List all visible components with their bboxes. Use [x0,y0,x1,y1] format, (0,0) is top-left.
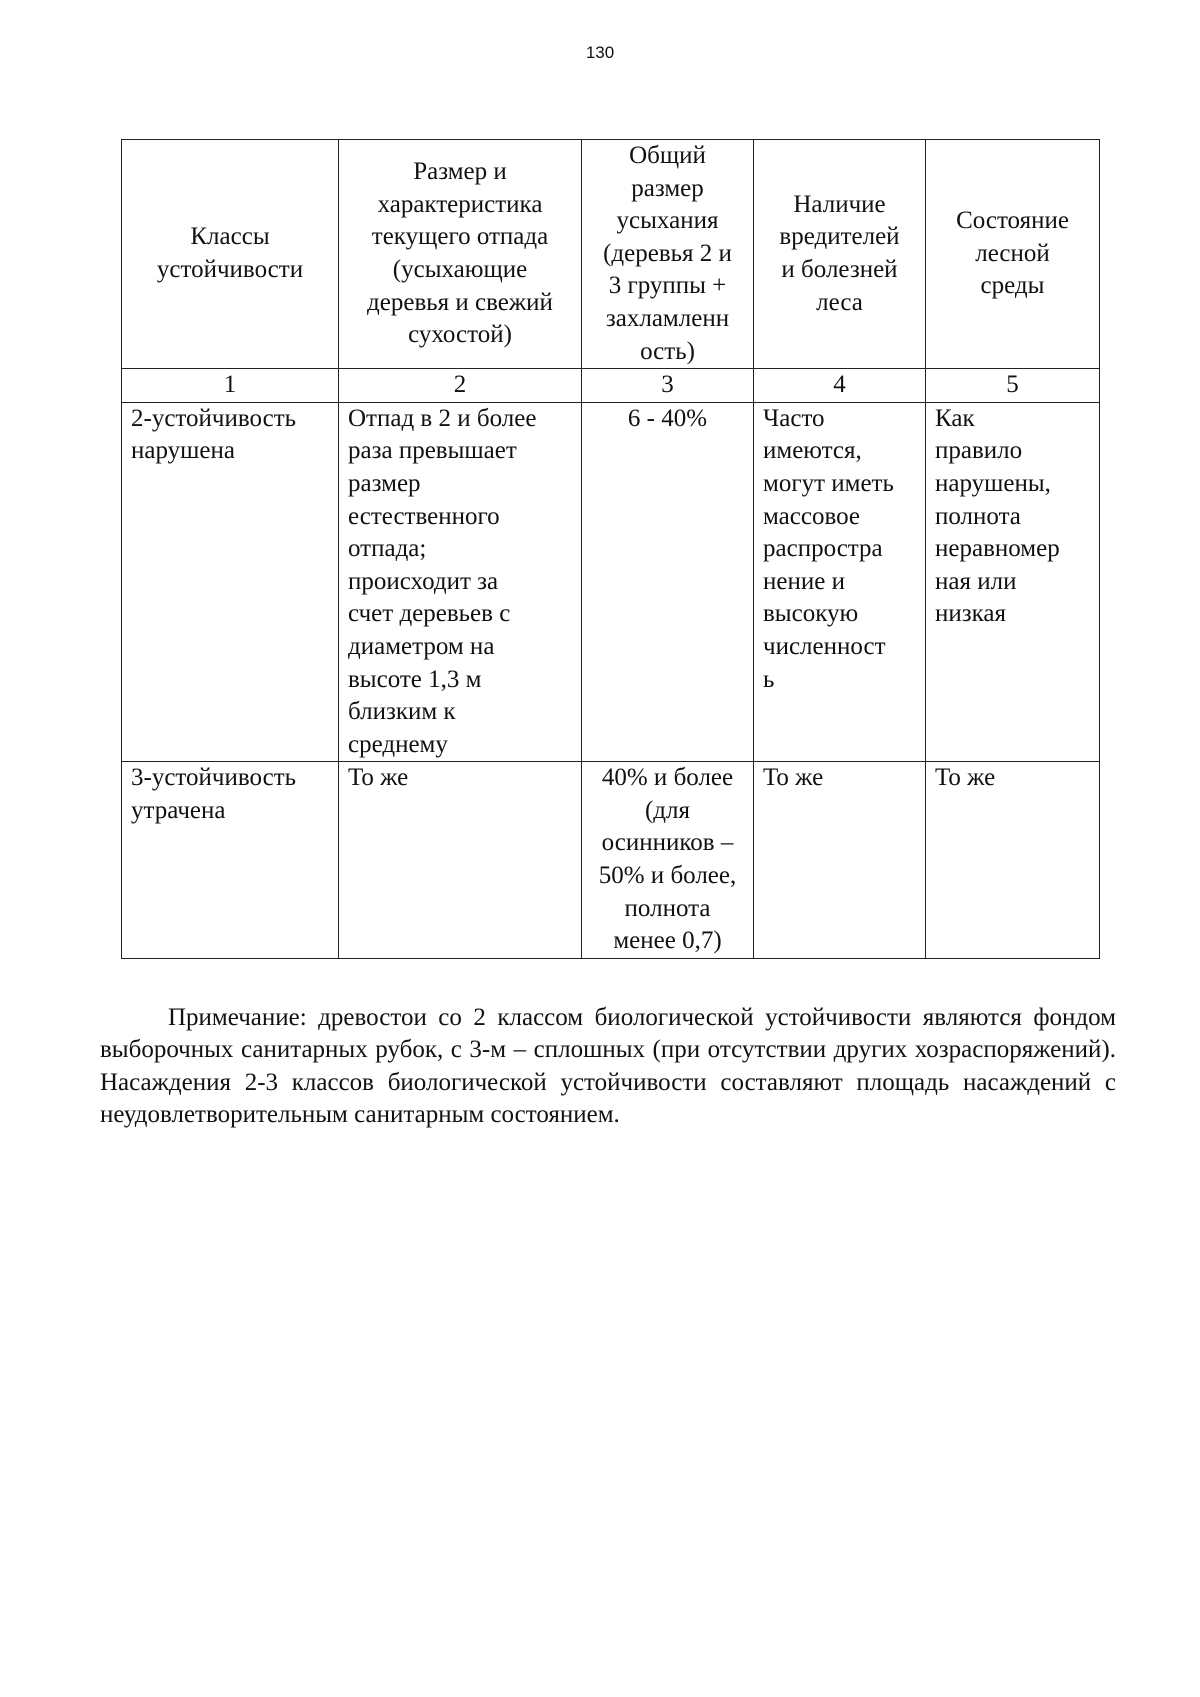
column-number: 2 [339,369,582,403]
column-number: 3 [582,369,754,403]
pests-diseases-cell: То же [754,762,926,959]
current-fall-cell: Отпад в 2 и более раза превышает размер естественного отпада; происходит за счет деревьев с диаметром на высоте 1,3 м близким к среднему [339,402,582,762]
column-number: 5 [926,369,1100,403]
table-header-row [122,140,1100,369]
header-cell-current-fall: Размер и характеристика текущего отпада (усыхающие деревья и свежий сухостой) [339,140,582,369]
column-number-row [122,369,1100,403]
table-row [122,402,1100,762]
column-number: 1 [122,369,339,403]
current-fall-cell: То же [339,762,582,959]
column-number: 4 [754,369,926,403]
header-cell-forest-environment: Состояние лесной среды [926,140,1100,369]
forest-environment-cell: То же [926,762,1100,959]
stability-class-cell: 2-устойчивость нарушена [122,402,339,762]
total-drying-cell: 40% и более (для осинников – 50% и более, полнота менее 0,7) [582,762,754,959]
header-cell-stability-class: Классы устойчивости [122,140,339,369]
forest-environment-cell: Как правило нарушены, полнота неравномер ная или низкая [926,402,1100,762]
pests-diseases-cell: Часто имеются, могут иметь массовое распростра нение и высокую численност ь [754,402,926,762]
total-drying-cell: 6 - 40% [582,402,754,762]
page-number: 130 [585,43,615,62]
stability-class-cell: 3-устойчивость утрачена [122,762,339,959]
stability-classes-table [121,139,1100,959]
table-note: Примечание: древостои со 2 классом биологической устойчивости являются фондом выборочных санитарных рубок, с 3-м – сплошных (при отсутствии других хозраспоряжений). Насаждения 2-3 классов биологической устойчивости составляют площадь насаждений с неудовлетворительным санитарным состоянием. [100,1004,1116,1129]
header-cell-pests-diseases: Наличие вредителей и болезней леса [754,140,926,369]
table-row [122,762,1100,959]
header-cell-total-drying: Общий размер усыхания (деревья 2 и 3 группы + захламленн ость) [582,140,754,369]
